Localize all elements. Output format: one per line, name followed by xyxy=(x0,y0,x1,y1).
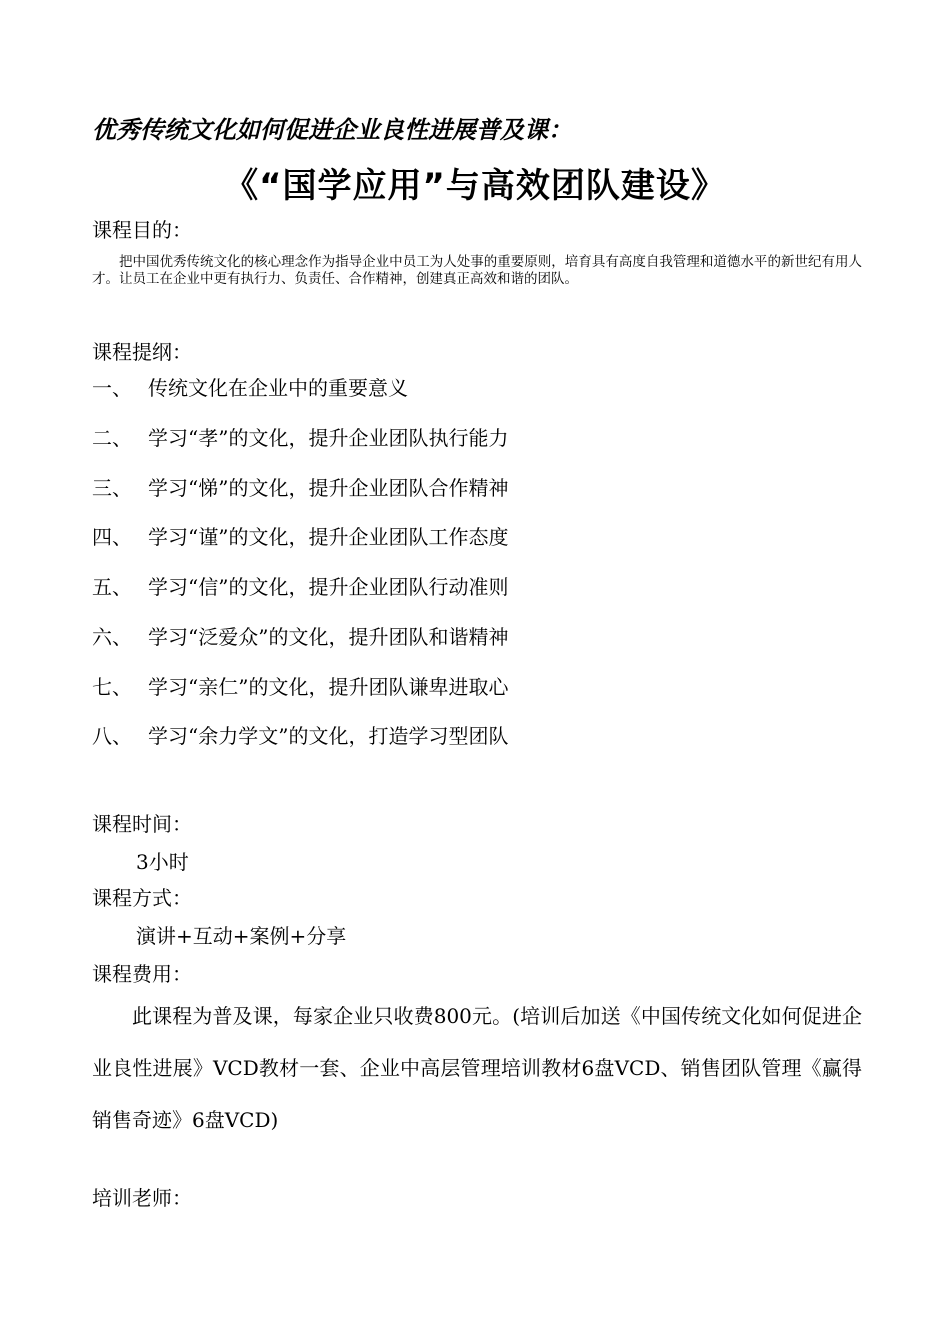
outline-item-number: 二、 xyxy=(92,426,132,450)
outline-heading: 课程提纲： xyxy=(92,340,192,364)
outline-item-text: 学习“泛爱众”的文化，提升团队和谐精神 xyxy=(148,625,509,649)
outline-item xyxy=(92,472,508,501)
outline-item-number: 一、 xyxy=(92,376,132,400)
objective-heading: 课程目的： xyxy=(92,218,192,242)
outline-item xyxy=(92,671,508,700)
duration-value: 3小时 xyxy=(136,850,189,874)
outline-item-number: 六、 xyxy=(92,625,132,649)
outline-item xyxy=(92,720,508,749)
outline-item-number: 八、 xyxy=(92,724,132,748)
outline-item-text: 学习“余力学文”的文化，打造学习型团队 xyxy=(148,724,509,748)
trainer-heading: 培训老师： xyxy=(92,1186,192,1210)
outline-item xyxy=(92,521,508,550)
document-title: 《“国学应用”与高效团队建设》 xyxy=(224,166,726,206)
outline-item-number: 四、 xyxy=(92,525,132,549)
outline-item-text: 传统文化在企业中的重要意义 xyxy=(148,376,408,400)
outline-item-number: 三、 xyxy=(92,476,132,500)
outline-item-text: 学习“孝”的文化，提升企业团队执行能力 xyxy=(148,426,509,450)
document-kicker: 优秀传统文化如何促进企业良性进展普及课： xyxy=(92,115,572,144)
fee-text: 此课程为普及课，每家企业只收费800元。(培训后加送《中国传统文化如何促进企业良性进展》VCD教材一套、企业中高层管理培训教材6盘VCD、销售团队管理《赢得销售奇迹》6盘VCD) xyxy=(92,1004,862,1132)
outline-item-number: 七、 xyxy=(92,675,132,699)
outline-item-text: 学习“亲仁”的文化，提升团队谦卑进取心 xyxy=(148,675,509,699)
outline-item xyxy=(92,571,508,600)
objective-text: 把中国优秀传统文化的核心理念作为指导企业中员工为人处事的重要原则，培育具有高度自我管理和道德水平的新世纪有用人才。让员工在企业中更有执行力、负责任、合作精神，创建真正高效和谐的团队。 xyxy=(92,254,862,287)
outline-item xyxy=(92,621,508,650)
outline-item-text: 学习“悌”的文化，提升企业团队合作精神 xyxy=(148,476,509,500)
outline-item xyxy=(92,422,508,451)
outline-item-number: 五、 xyxy=(92,575,132,599)
format-heading: 课程方式： xyxy=(92,886,192,910)
duration-heading: 课程时间： xyxy=(92,812,192,836)
format-value: 演讲+互动+案例+分享 xyxy=(136,924,347,948)
outline-item xyxy=(92,372,408,401)
outline-item-text: 学习“信”的文化，提升企业团队行动准则 xyxy=(148,575,509,599)
fee-heading: 课程费用： xyxy=(92,962,192,986)
outline-item-text: 学习“谨”的文化，提升企业团队工作态度 xyxy=(148,525,509,549)
